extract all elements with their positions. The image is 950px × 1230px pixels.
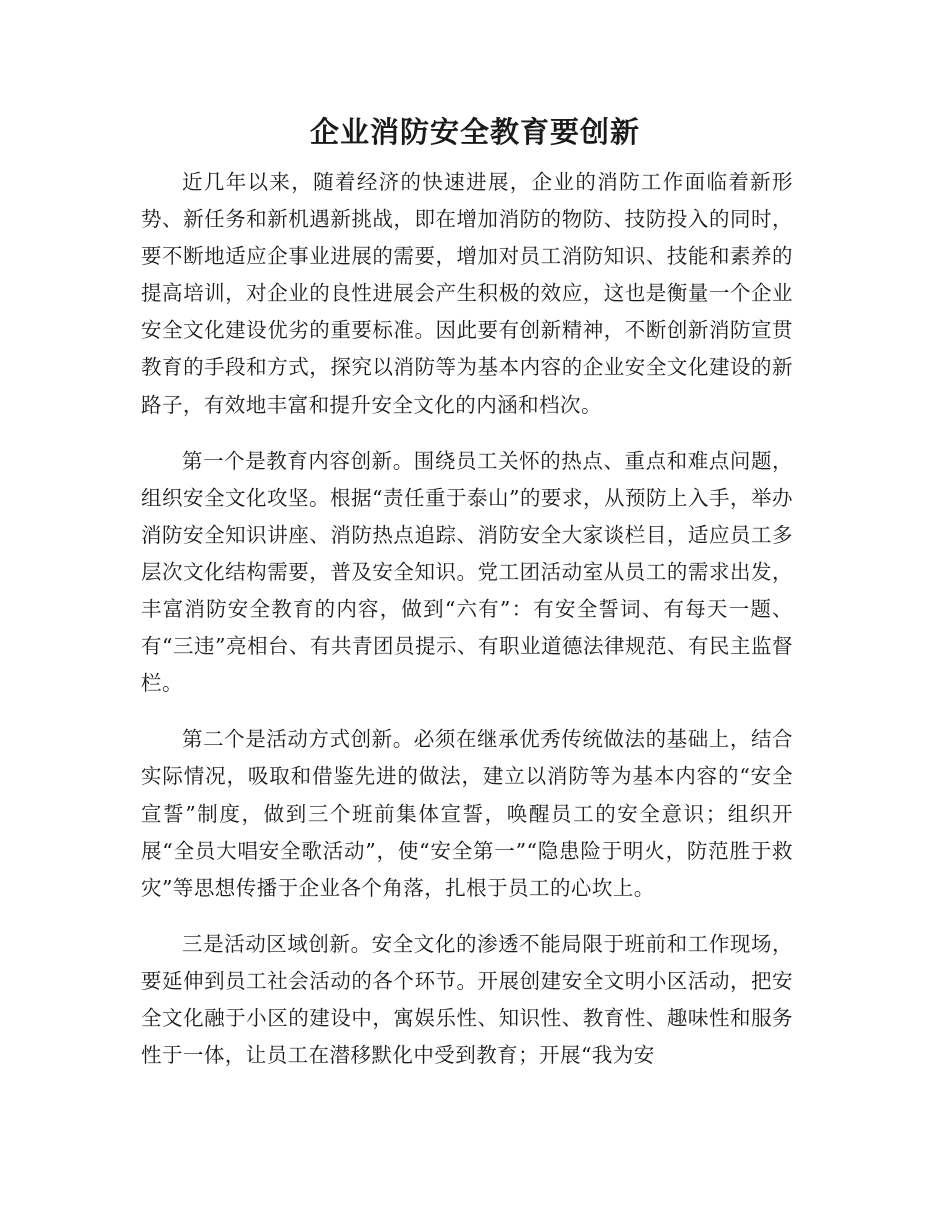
paragraph-intro: 近几年以来，随着经济的快速进展，企业的消防工作面临着新形势、新任务和新机遇新挑战，即在增加消防的物防、技防投入的同时，要不断地适应企事业进展的需要，增加对员工消防知识、技能和素养的提高培训，对企业的良性进展会产生积极的效应，这也是衡量一个企业安全文化建设优劣的重要标准。因此要有创新精神，不断创新消防宣贯教育的手段和方式，探究以消防等为基本内容的企业安全文化建设的新路子，有效地丰富和提升安全文化的内涵和档次。 [141,170,793,417]
paragraph-area-innovation: 三是活动区域创新。安全文化的渗透不能局限于班前和工作现场，要延伸到员工社会活动的各个环节。开展创建安全文明小区活动，把安全文化融于小区的建设中，寓娱乐性、知识性、教育性、趣味性和服务性于一体，让员工在潜移默化中受到教育；开展“我为安 [141,931,793,1068]
document-body [141,164,793,1093]
paragraph-activity-innovation: 第二个是活动方式创新。必须在继承优秀传统做法的基础上，结合实际情况，吸取和借鉴先进的做法，建立以消防等为基本内容的“安全宣誓”制度，做到三个班前集体宣誓，唤醒员工的安全意识；组织开展“全员大唱安全歌活动”，使“安全第一”“隐患险于明火，防范胜于救灾”等思想传播于企业各个角落，扎根于员工的心坎上。 [141,727,793,900]
paragraph-content-innovation: 第一个是教育内容创新。围绕员工关怀的热点、重点和难点问题，组织安全文化攻坚。根据“责任重于泰山”的要求，从预防上入手，举办消防安全知识讲座、消防热点追踪、消防安全大家谈栏目，适应员工多层次文化结构需要，普及安全知识。党工团活动室从员工的需求出发，丰富消防安全教育的内容，做到“六有”：有安全誓词、有每天一题、有“三违”亮相台、有共青团员提示、有职业道德法律规范、有民主监督栏。 [141,448,793,696]
document-title: 企业消防安全教育要创新 [309,115,640,149]
